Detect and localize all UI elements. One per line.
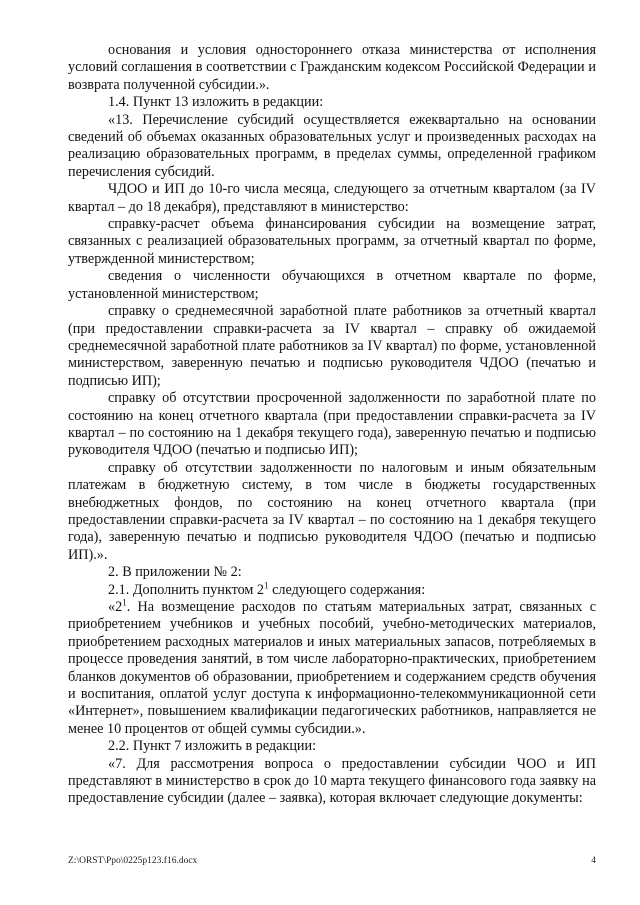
superscript: 1 — [122, 597, 127, 608]
paragraph: справку о среднемесячной заработной плате работников за отчетный квартал (при предоставлении справки-расчета за IV квартал – справку об ожидаемой среднемесячной заработной плате работников за IV квартал) по форме, установленной министерством, заверенную печатью и подписью руководителя ЧДОО (печатью и подписью ИП); — [68, 303, 596, 389]
paragraph-text: «2 — [108, 599, 123, 615]
footer-file-path: Z:\ORST\Ppo\0225p123.f16.docx — [68, 856, 198, 866]
superscript: 1 — [264, 579, 269, 590]
document-body — [68, 42, 596, 808]
paragraph: 1.4. Пункт 13 изложить в редакции: — [108, 94, 324, 111]
paragraph: основания и условия одностороннего отказа министерства от исполнения условий соглашения в соответствии с Гражданским кодексом Российской Федерации и возврата полученной субсидии.». — [68, 42, 596, 93]
paragraph-text: . На возмещение расходов по статьям материальных затрат, связанных с приобретением учебников и учебных пособий, учебно-методических материалов, приобретением расходных материалов и иных материальных запасов, потребляемых в процессе проведения занятий, в том числе лабораторно-практических, приобретением бланков документов об образовании, приобретением и содержанием средств обучения и воспитания, оплатой услуг доступа к информационно-телекоммуникационной сети «Интернет», повышением квалификации педагогических работников, направляется не менее 10 процентов от общей суммы субсидии.». — [68, 599, 596, 737]
paragraph: «7. Для рассмотрения вопроса о предоставлении субсидии ЧОО и ИП представляют в министерство в срок до 10 марта текущего финансового года заявку на предоставление субсидии (далее – заявка), которая включает следующие документы: — [68, 755, 596, 807]
paragraph-text: 2.1. Дополнить пунктом 2 — [108, 581, 265, 598]
paragraph: 2. В приложении № 2: — [108, 564, 242, 581]
paragraph: ЧДОО и ИП до 10-го числа месяца, следующего за отчетным кварталом (за IV квартал – до 18 декабря), представляют в министерство: — [68, 181, 596, 215]
paragraph: справку об отсутствии просроченной задолженности по заработной плате по состоянию на конец отчетного квартала (при предоставлении справки-расчета за IV квартал – по состоянию на 1 декабря текущего года), заверенную печатью и подписью руководителя ЧДОО (печатью и подписью ИП); — [68, 390, 596, 459]
paragraph-text: следующего содержания: — [268, 581, 426, 598]
paragraph: справку-расчет объема финансирования субсидии на возмещение затрат, связанных с реализацией образовательных программ, за отчетный квартал по форме, утвержденной министерством; — [68, 216, 596, 267]
paragraph: справку об отсутствии задолженности по налоговым и иным обязательным платежам в бюджетную систему, в том числе в бюджеты государственных внебюджетных фондов, по состоянию на конец отчетного квартала (при предоставлении справки-расчета за IV квартал – по состоянию на 1 декабря текущего года), заверенную печатью и подписью руководителя ЧДОО (печатью и подписью ИП).». — [68, 459, 596, 563]
paragraph: сведения о численности обучающихся в отчетном квартале по форме, установленной министерством; — [68, 268, 596, 302]
paragraph: 2.2. Пункт 7 изложить в редакции: — [108, 738, 317, 755]
page-number: 4 — [591, 856, 596, 866]
paragraph: «13. Перечисление субсидий осуществляется ежеквартально на основании сведений об объемах оказанных образовательных услуг и произведенных расходах на реализацию образовательных программ, в пределах суммы, определенной графиком перечисления субсидий. — [68, 111, 596, 180]
paragraph — [68, 579, 596, 599]
paragraph — [68, 599, 596, 738]
